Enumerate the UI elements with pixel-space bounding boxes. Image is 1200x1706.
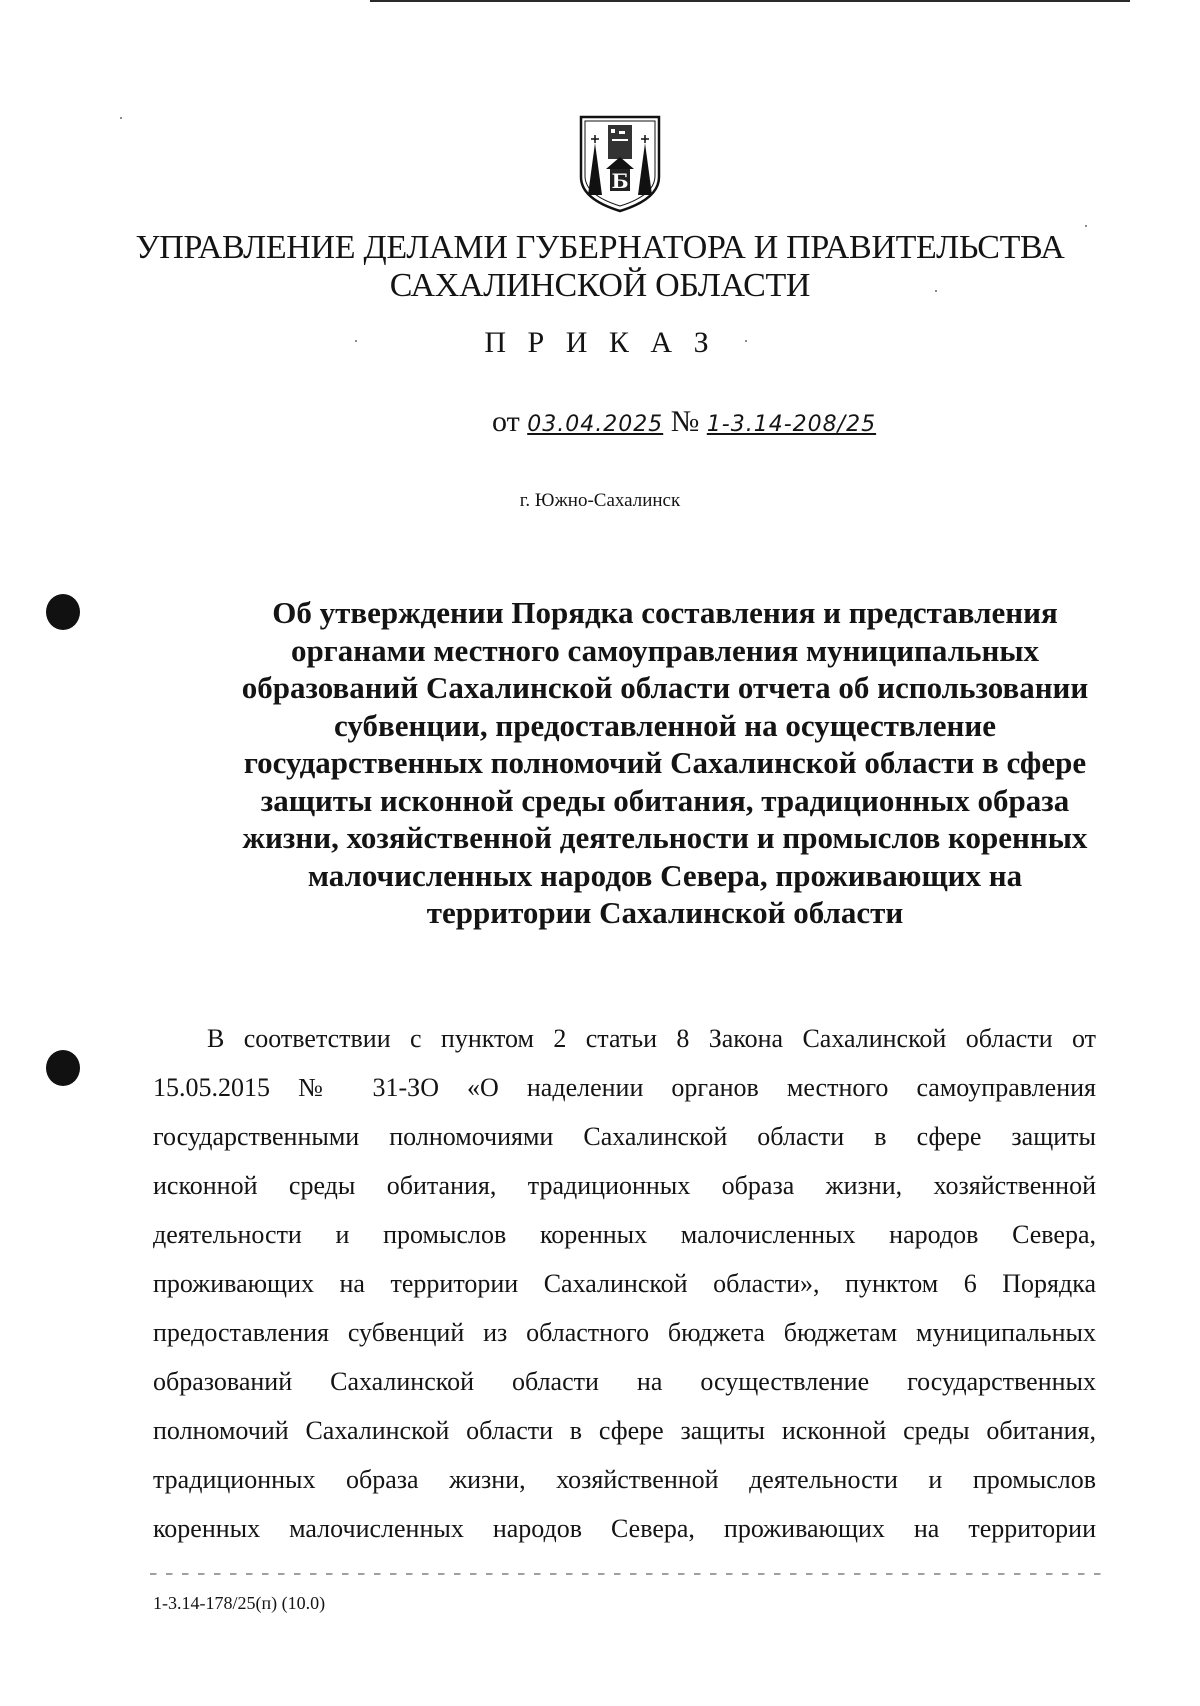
title-line: территории Сахалинской области (426, 895, 904, 930)
document-type: П Р И К А З (484, 326, 716, 359)
scan-speck (1085, 225, 1087, 227)
body-line: проживающих на территории Сахалинской области», пунктом 6 Порядка (153, 1269, 1096, 1298)
body-line: 15.05.2015 № 31-ЗО «О наделении органов местного самоуправления (153, 1073, 1096, 1102)
document-title (200, 594, 1130, 932)
punch-hole (46, 1050, 80, 1086)
body-line: В соответствии с пунктом 2 статьи 8 Закона Сахалинской области от (207, 1024, 1096, 1053)
scan-top-border (370, 0, 1130, 2)
date-prefix: от (492, 405, 520, 438)
title-line: образований Сахалинской области отчета об использовании (241, 670, 1089, 705)
title-line: субвенции, предоставленной на осуществление (334, 707, 996, 743)
date-number-line (492, 405, 876, 439)
sakhalin-coat-of-arms-icon (575, 113, 665, 213)
body-line: исконной среды обитания, традиционных образа жизни, хозяйственной (153, 1171, 1096, 1200)
body-line: полномочий Сахалинской области в сфере защиты исконной среды обитания, (153, 1416, 1096, 1445)
title-line: жизни, хозяйственной деятельности и промыслов коренных (242, 820, 1088, 855)
org-name-line1: УПРАВЛЕНИЕ ДЕЛАМИ ГУБЕРНАТОРА И ПРАВИТЕЛЬСТВА (135, 229, 1065, 266)
scan-dotted-line (150, 1573, 1110, 1575)
body-line: образований Сахалинской области на осуществление государственных (153, 1367, 1096, 1396)
title-line: органами местного самоуправления муниципальных (290, 632, 1040, 668)
body-line: традиционных образа жизни, хозяйственной деятельности и промыслов (153, 1465, 1096, 1494)
title-line: Об утверждении Порядка составления и представления (272, 595, 1058, 630)
org-name-line2: САХАЛИНСКОЙ ОБЛАСТИ (389, 267, 811, 304)
number-value: 1-3.14-208/25 (706, 412, 877, 437)
footer-code: 1-3.14-178/25(п) (10.0) (153, 1593, 326, 1613)
punch-hole (46, 594, 80, 630)
title-line: защиты исконной среды обитания, традиционных образа (260, 782, 1070, 818)
number-prefix: № (670, 405, 700, 438)
body-line: государственными полномочиями Сахалинской области в сфере защиты (153, 1122, 1096, 1151)
title-line: малочисленных народов Севера, проживающих на (307, 857, 1023, 893)
city: г. Южно-Сахалинск (519, 490, 681, 511)
date-value: 03.04.2025 (527, 412, 664, 437)
body-line: деятельности и промыслов коренных малочисленных народов Севера, (153, 1220, 1096, 1249)
svg-text:Б: Б (611, 169, 629, 193)
body-line: предоставления субвенций из областного бюджета бюджетам муниципальных (153, 1318, 1096, 1347)
scan-speck (120, 117, 122, 119)
title-line: государственных полномочий Сахалинской области в сфере (243, 745, 1087, 780)
body-line: коренных малочисленных народов Севера, проживающих на территории (153, 1514, 1096, 1543)
